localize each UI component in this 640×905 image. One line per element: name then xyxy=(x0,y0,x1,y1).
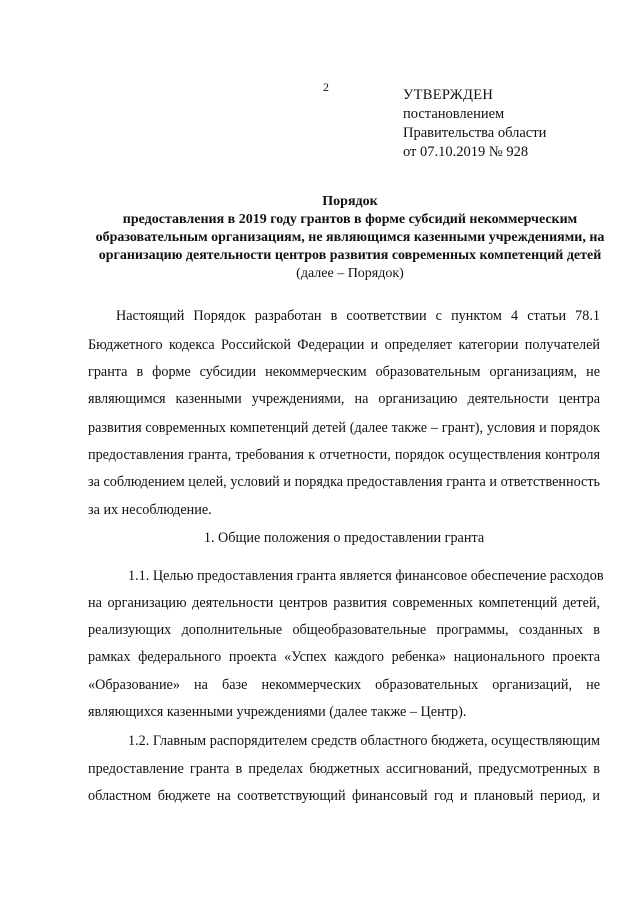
approval-line-4: от 07.10.2019 № 928 xyxy=(403,144,529,160)
intro-line: являющимся казенными учреждениями, на организацию деятельности центра xyxy=(88,391,600,407)
title-note: (далее – Порядок) xyxy=(296,266,404,281)
approval-line-3: Правительства области xyxy=(403,125,547,141)
paragraph-1-2-line: предоставление гранта в пределах бюджетных ассигнований, предусмотренных в xyxy=(88,761,600,777)
intro-line: Настоящий Порядок разработан в соответствии с пунктом 4 статьи 78.1 xyxy=(116,308,600,324)
paragraph-1-1-line: рамках федерального проекта «Успех каждого ребенка» национального проекта xyxy=(88,649,600,665)
section-heading: 1. Общие положения о предоставлении гранта xyxy=(203,530,485,546)
paragraph-1-1-line: «Образование» на базе некоммерческих образовательных организаций, не xyxy=(88,677,600,693)
paragraph-1-1-line: являющихся казенными учреждениями (далее также – Центр). xyxy=(88,704,467,720)
title-heading: Порядок xyxy=(322,194,378,209)
paragraph-1-2-line: 1.2. Главным распорядителем средств областного бюджета, осуществляющим xyxy=(128,733,600,749)
paragraph-1-2-line: областном бюджете на соответствующий финансовый год и плановый период, и xyxy=(88,788,600,804)
paragraph-1-1-line: 1.1. Целью предоставления гранта является финансовое обеспечение расходов xyxy=(128,568,604,584)
approval-stamp xyxy=(403,86,546,162)
title-line-2: образовательным организациям, не являющимся казенными учреждениями, на xyxy=(95,230,605,245)
paragraph-1-1-line: на организацию деятельности центров развития современных компетенций детей, xyxy=(88,595,600,611)
document-title xyxy=(60,193,640,283)
intro-line: развития современных компетенций детей (далее также – грант), условия и порядок xyxy=(88,420,600,436)
approval-line-1: УТВЕРЖДЕН xyxy=(403,87,494,103)
paragraph-1-1-line: реализующих дополнительные общеобразовательные программы, созданных в xyxy=(88,622,600,638)
page-number: 2 xyxy=(323,80,329,94)
title-line-3: организацию деятельности центров развития современных компетенций детей xyxy=(98,248,602,263)
intro-line: предоставления гранта, требования к отчетности, порядок осуществления контроля xyxy=(88,447,600,463)
approval-line-2: постановлением xyxy=(403,106,505,122)
intro-line: гранта в форме субсидии некоммерческим образовательным организациям, не xyxy=(88,364,600,380)
intro-line: Бюджетного кодекса Российской Федерации и определяет категории получателей xyxy=(88,337,600,353)
intro-line: за их несоблюдение. xyxy=(88,502,212,518)
title-line-1: предоставления в 2019 году грантов в форме субсидий некоммерческим xyxy=(122,212,578,227)
intro-line: за соблюдением целей, условий и порядка предоставления гранта и ответственность xyxy=(88,474,600,490)
